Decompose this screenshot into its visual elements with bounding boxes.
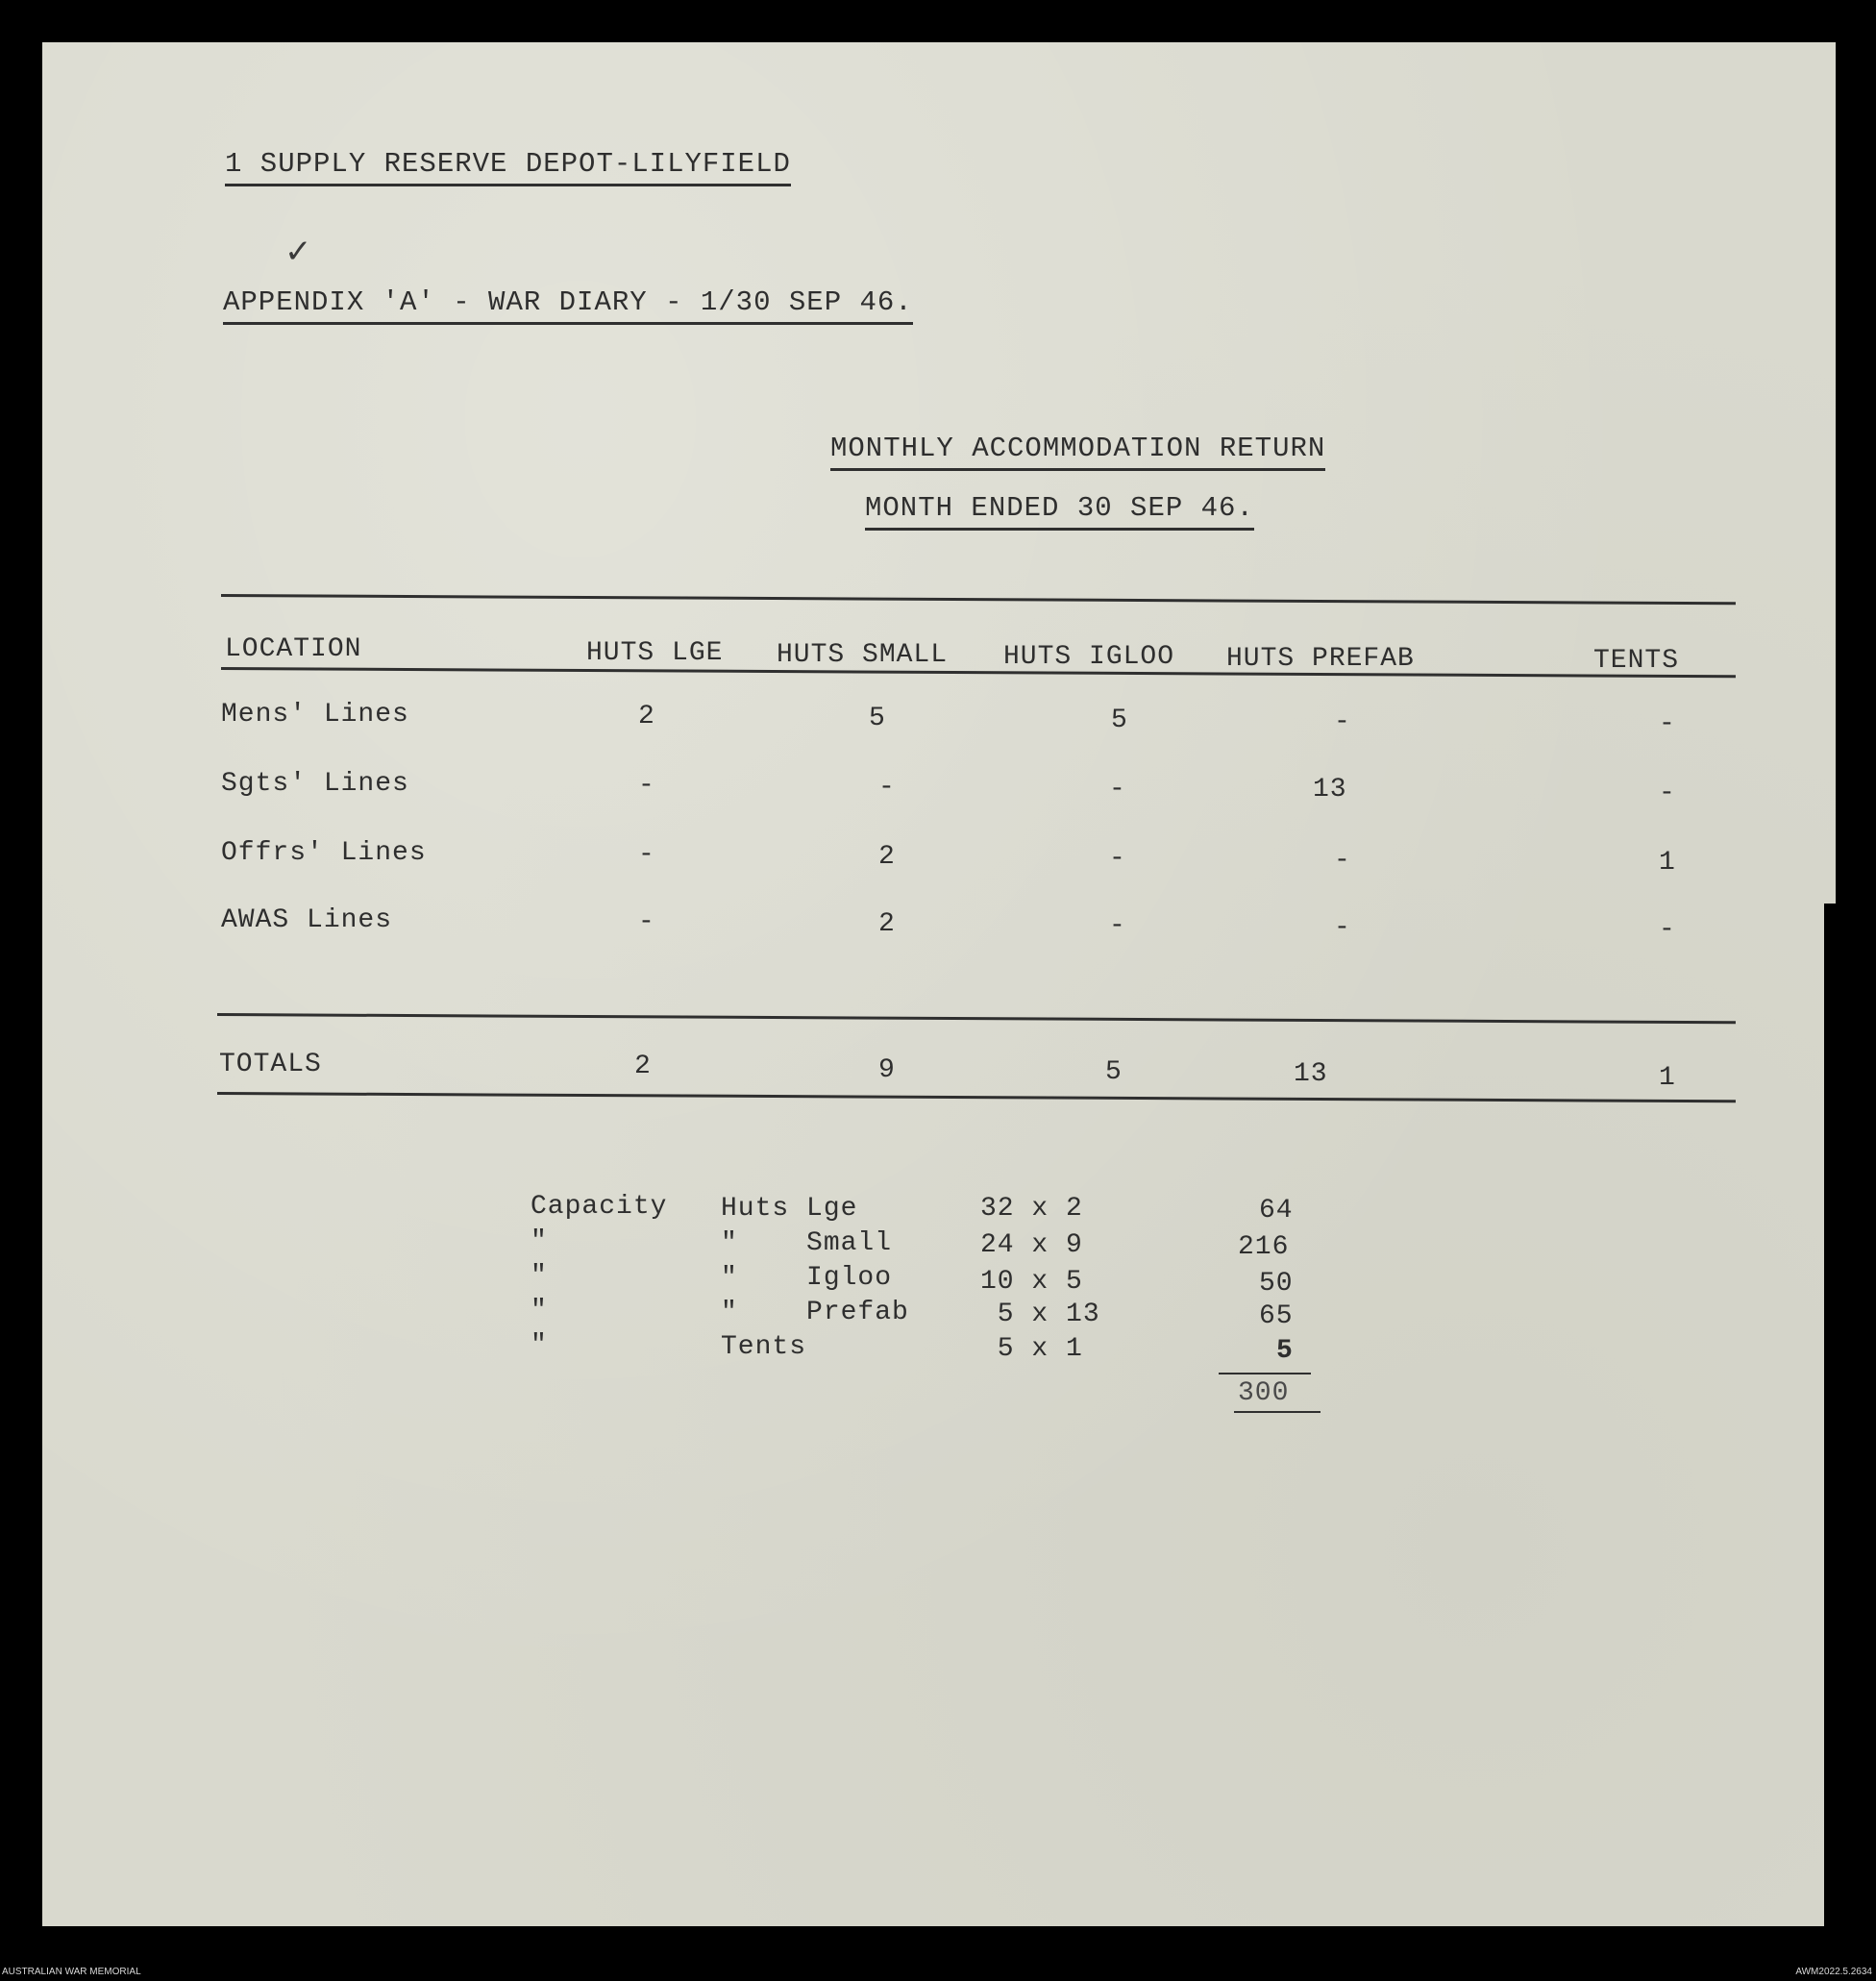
capacity-line-4-result: 65 [1259, 1301, 1294, 1331]
row-sgts-igloo: - [1109, 775, 1126, 805]
footer-institution: AUSTRALIAN WAR MEMORIAL [2, 1967, 141, 1977]
totals-lge: 2 [634, 1052, 652, 1081]
row-awas-location: AWAS Lines [221, 905, 393, 935]
row-sgts-lge: - [638, 771, 655, 801]
capacity-line-1-calc: 32 x 2 [980, 1194, 1083, 1224]
totals-label: TOTALS [219, 1050, 322, 1079]
capacity-line-1-type: Huts Lge [721, 1194, 858, 1224]
capacity-line-4-calc: 5 x 13 [980, 1300, 1100, 1329]
row-awas-igloo: - [1109, 911, 1126, 941]
header-tents: TENTS [1593, 646, 1680, 676]
capacity-line-2-calc: 24 x 9 [980, 1230, 1083, 1260]
row-awas-prefab: - [1334, 913, 1351, 943]
row-mens-prefab: - [1334, 707, 1351, 737]
capacity-grand-total: 300 [1238, 1378, 1290, 1408]
capacity-line-2-label: " [531, 1226, 548, 1256]
row-sgts-small: - [878, 773, 896, 803]
capacity-line-5-result: 5 [1276, 1336, 1294, 1366]
document-page [42, 42, 1836, 1926]
footer-accession-number: AWM2022.5.2634 [1795, 1967, 1872, 1977]
totals-small: 9 [878, 1055, 896, 1085]
header-huts-igloo: HUTS IGLOO [1003, 642, 1175, 672]
capacity-sum-rule [1219, 1373, 1311, 1374]
row-offrs-small: 2 [878, 842, 896, 872]
row-offrs-location: Offrs' Lines [221, 838, 427, 868]
row-awas-lge: - [638, 907, 655, 937]
return-title: MONTHLY ACCOMMODATION RETURN [830, 434, 1325, 471]
capacity-line-4-label: " [531, 1296, 548, 1325]
capacity-line-3-calc: 10 x 5 [980, 1267, 1083, 1297]
row-mens-lge: 2 [638, 702, 655, 731]
capacity-line-5-type: Tents [721, 1332, 807, 1362]
capacity-line-1-label: Capacity [531, 1192, 668, 1222]
unit-title: 1 SUPPLY RESERVE DEPOT-LILYFIELD [225, 150, 791, 186]
row-mens-small: 5 [869, 704, 886, 733]
capacity-line-1-result: 64 [1259, 1196, 1294, 1226]
capacity-total-underline [1234, 1411, 1321, 1413]
totals-tents: 1 [1659, 1063, 1676, 1093]
totals-igloo: 5 [1105, 1057, 1123, 1087]
row-mens-tents: - [1659, 709, 1676, 739]
table-top-rule [221, 594, 1736, 605]
capacity-line-3-type: " Igloo [721, 1263, 893, 1293]
totals-prefab: 13 [1294, 1059, 1328, 1089]
row-sgts-tents: - [1659, 779, 1676, 808]
row-offrs-igloo: - [1109, 844, 1126, 874]
paper-shadow-edge [1824, 904, 1836, 1926]
capacity-line-4-type: " Prefab [721, 1298, 909, 1327]
row-offrs-prefab: - [1334, 846, 1351, 876]
header-location: LOCATION [225, 634, 362, 664]
row-sgts-prefab: 13 [1313, 775, 1347, 805]
header-underline [221, 667, 1736, 678]
capacity-line-2-type: " Small [721, 1228, 893, 1258]
header-huts-small: HUTS SMALL [777, 640, 949, 670]
capacity-line-2-result: 216 [1238, 1232, 1290, 1262]
row-awas-small: 2 [878, 909, 896, 939]
row-offrs-tents: 1 [1659, 848, 1676, 878]
header-huts-lge: HUTS LGE [586, 638, 724, 668]
capacity-line-3-result: 50 [1259, 1269, 1294, 1299]
row-mens-location: Mens' Lines [221, 700, 409, 730]
row-sgts-location: Sgts' Lines [221, 769, 409, 799]
capacity-line-5-label: " [531, 1330, 548, 1360]
appendix-title: APPENDIX 'A' - WAR DIARY - 1/30 SEP 46. [223, 288, 913, 325]
return-period: MONTH ENDED 30 SEP 46. [865, 494, 1254, 531]
row-awas-tents: - [1659, 915, 1676, 945]
capacity-line-3-label: " [531, 1261, 548, 1291]
tick-mark: ✓ [284, 233, 312, 271]
capacity-line-5-calc: 5 x 1 [980, 1334, 1083, 1364]
totals-bottom-rule [217, 1092, 1736, 1102]
row-offrs-lge: - [638, 840, 655, 870]
header-huts-prefab: HUTS PREFAB [1226, 644, 1415, 674]
totals-top-rule [217, 1013, 1736, 1024]
row-mens-igloo: 5 [1111, 706, 1128, 735]
